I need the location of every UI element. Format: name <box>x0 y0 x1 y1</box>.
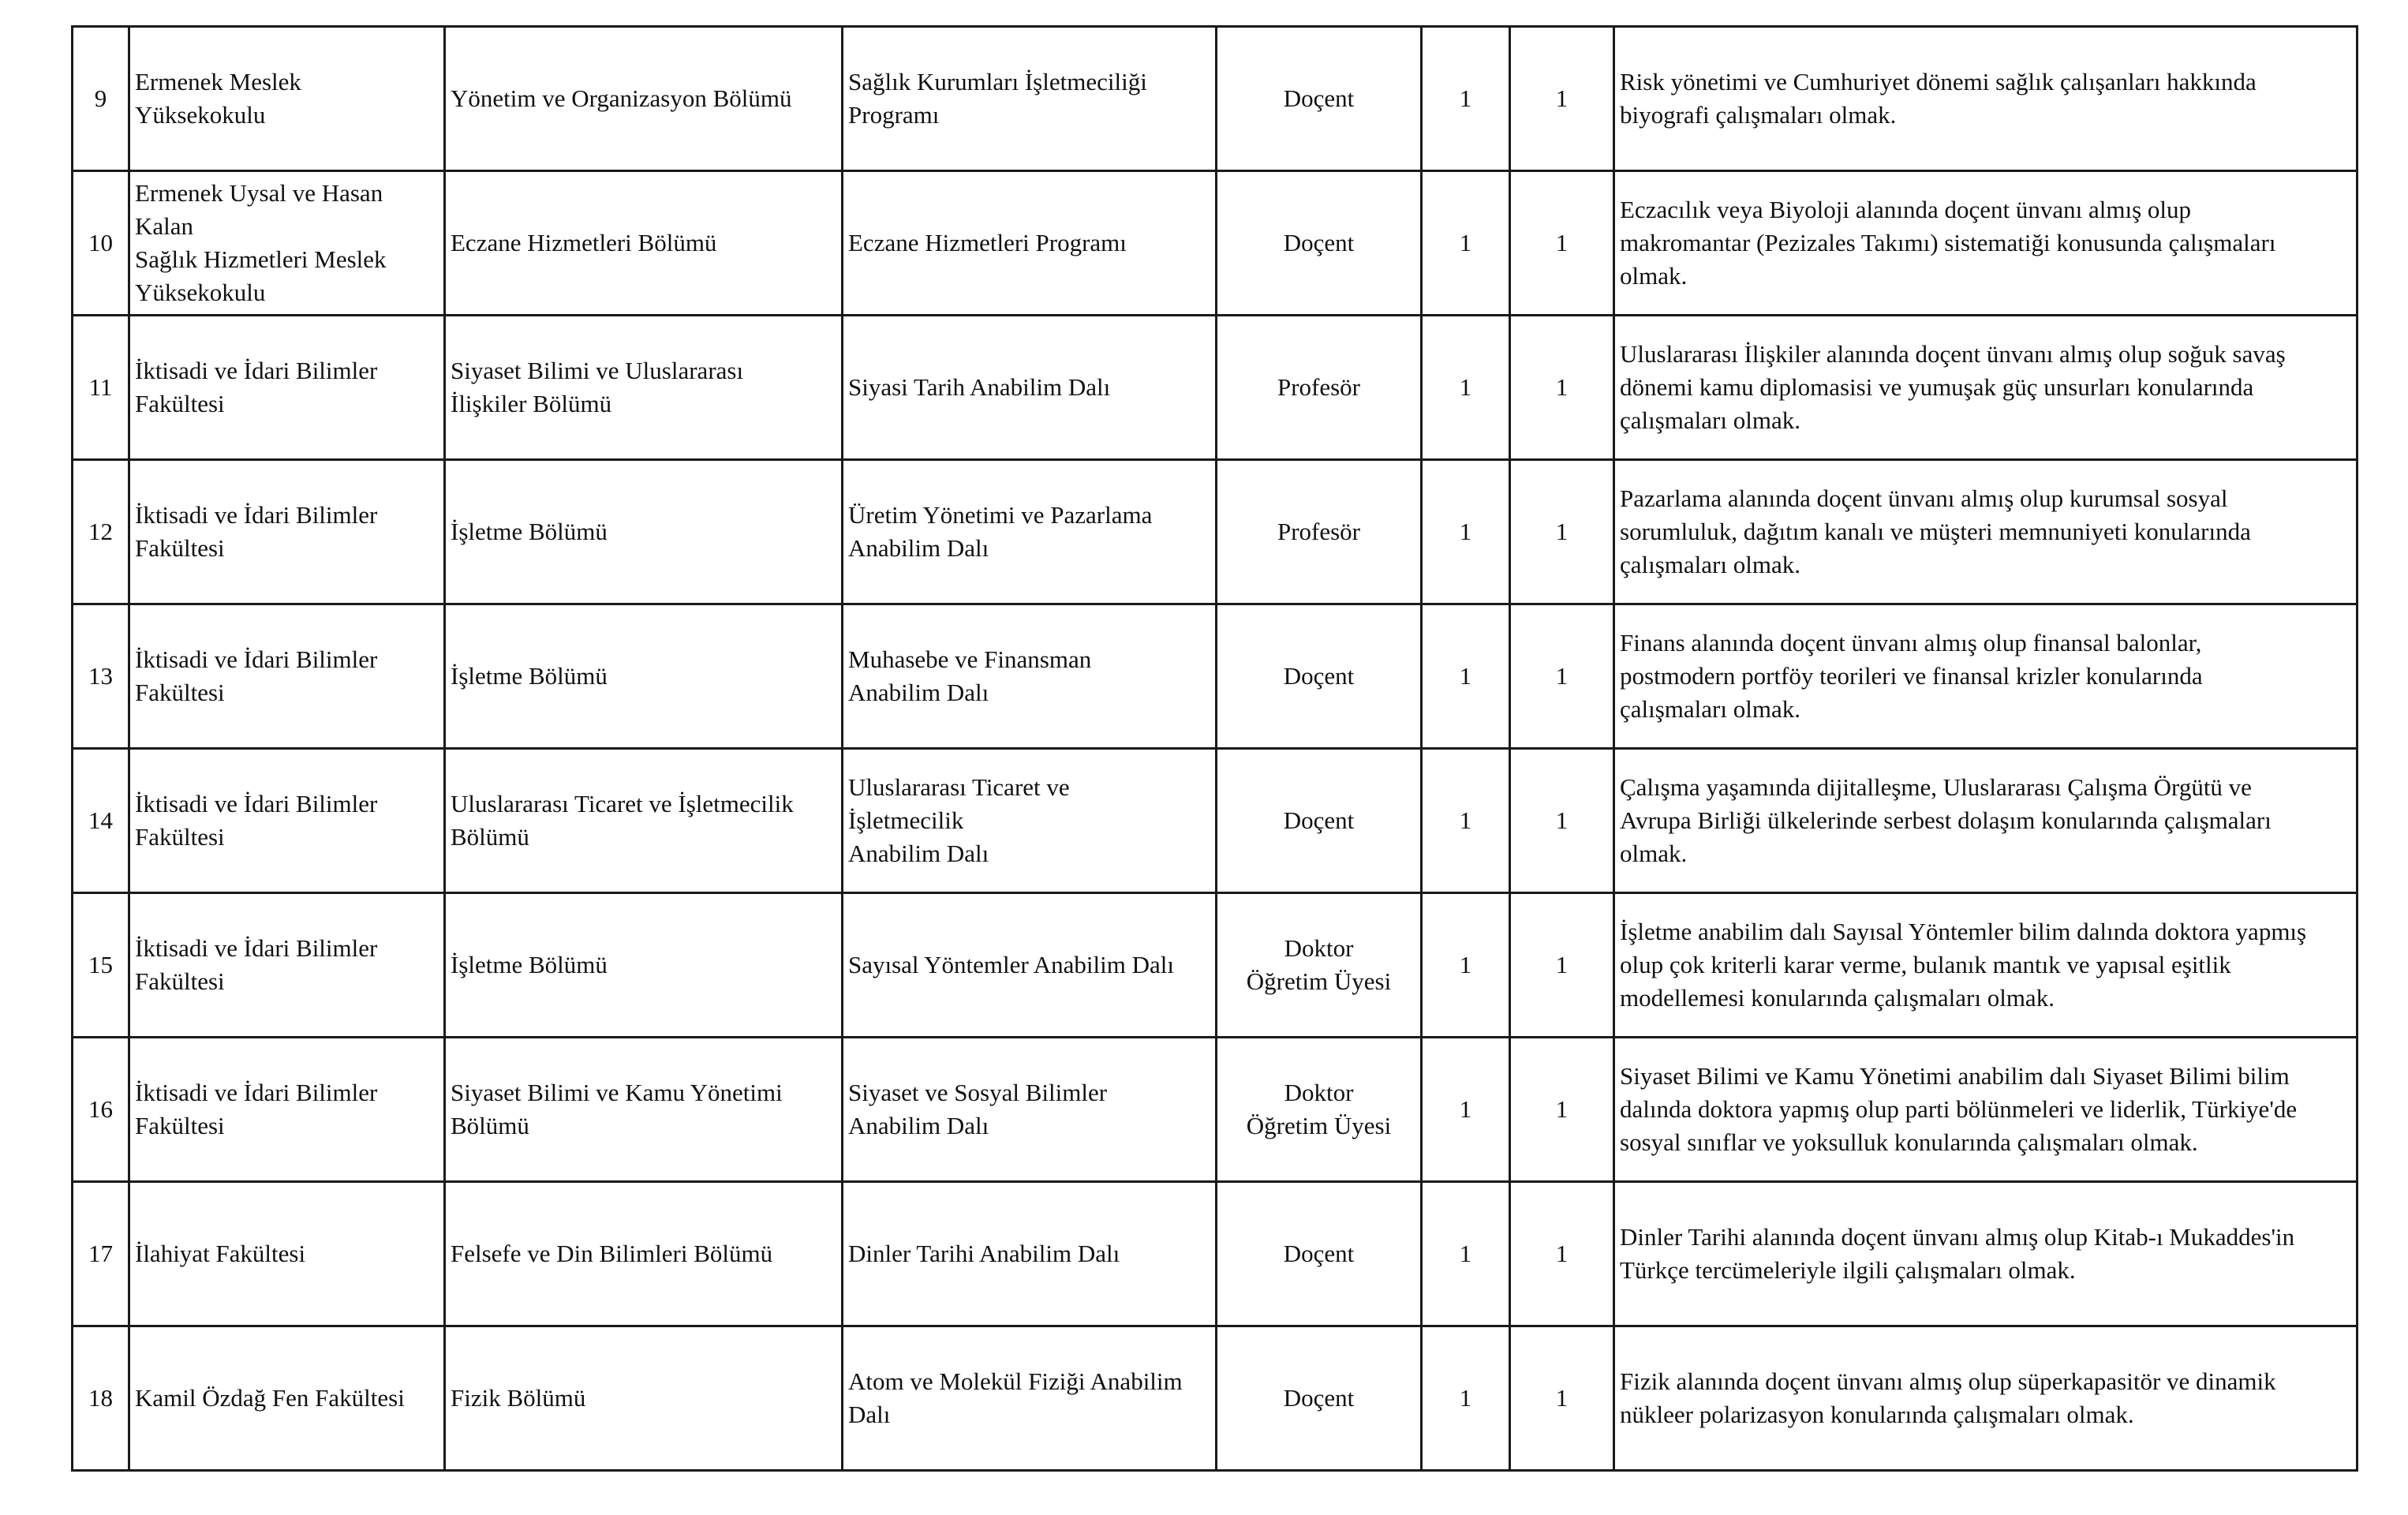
table-row <box>73 893 2358 1038</box>
count-a-cell: 1 <box>1422 1038 1510 1182</box>
unit-cell: İktisadi ve İdari Bilimler Fakültesi <box>129 893 445 1038</box>
row-number-cell: 16 <box>73 1038 129 1182</box>
requirement-cell: Çalışma yaşamında dijitalleşme, Uluslararası Çalışma Örgütü ve Avrupa Birliği ülkelerinde serbest dolaşım konularında çalışmaları olmak. <box>1614 749 2358 893</box>
unit-cell: İktisadi ve İdari Bilimler Fakültesi <box>129 604 445 749</box>
program-cell: Üretim Yönetimi ve Pazarlama Anabilim Dalı <box>843 460 1217 604</box>
table-row <box>73 1326 2358 1471</box>
count-a-cell: 1 <box>1422 1182 1510 1326</box>
positions-table <box>71 25 2358 1472</box>
program-cell: Siyaset ve Sosyal Bilimler Anabilim Dalı <box>843 1038 1217 1182</box>
unit-cell: Kamil Özdağ Fen Fakültesi <box>129 1326 445 1471</box>
program-cell: Sağlık Kurumları İşletmeciliği Programı <box>843 27 1217 171</box>
requirement-cell: Fizik alanında doçent ünvanı almış olup süperkapasitör ve dinamik nükleer polarizasyon konularında çalışmaları olmak. <box>1614 1326 2358 1471</box>
count-b-cell: 1 <box>1510 749 1614 893</box>
count-a-cell: 1 <box>1422 171 1510 316</box>
title-cell: Profesör <box>1217 316 1422 460</box>
table-row <box>73 27 2358 171</box>
row-number-cell: 14 <box>73 749 129 893</box>
row-number-cell: 10 <box>73 171 129 316</box>
program-cell: Dinler Tarihi Anabilim Dalı <box>843 1182 1217 1326</box>
title-cell: Doçent <box>1217 604 1422 749</box>
department-cell: Eczane Hizmetleri Bölümü <box>445 171 843 316</box>
table-body <box>73 27 2358 1471</box>
title-cell: Doktor Öğretim Üyesi <box>1217 1038 1422 1182</box>
row-number-cell: 11 <box>73 316 129 460</box>
department-cell: Siyaset Bilimi ve Kamu Yönetimi Bölümü <box>445 1038 843 1182</box>
program-cell: Eczane Hizmetleri Programı <box>843 171 1217 316</box>
title-cell: Doçent <box>1217 1326 1422 1471</box>
unit-cell: İktisadi ve İdari Bilimler Fakültesi <box>129 1038 445 1182</box>
count-b-cell: 1 <box>1510 27 1614 171</box>
unit-cell: Ermenek Uysal ve Hasan Kalan Sağlık Hizmetleri Meslek Yüksekokulu <box>129 171 445 316</box>
requirement-cell: Risk yönetimi ve Cumhuriyet dönemi sağlık çalışanları hakkında biyografi çalışmaları olmak. <box>1614 27 2358 171</box>
table-row <box>73 460 2358 604</box>
program-cell: Siyasi Tarih Anabilim Dalı <box>843 316 1217 460</box>
count-b-cell: 1 <box>1510 316 1614 460</box>
table-row <box>73 604 2358 749</box>
title-cell: Doçent <box>1217 171 1422 316</box>
department-cell: Uluslararası Ticaret ve İşletmecilik Bölümü <box>445 749 843 893</box>
unit-cell: İktisadi ve İdari Bilimler Fakültesi <box>129 749 445 893</box>
requirement-cell: Uluslararası İlişkiler alanında doçent ünvanı almış olup soğuk savaş dönemi kamu diplomasisi ve yumuşak güç unsurları konularında çalışmaları olmak. <box>1614 316 2358 460</box>
row-number-cell: 12 <box>73 460 129 604</box>
department-cell: İşletme Bölümü <box>445 460 843 604</box>
count-a-cell: 1 <box>1422 749 1510 893</box>
title-cell: Profesör <box>1217 460 1422 604</box>
count-a-cell: 1 <box>1422 460 1510 604</box>
program-cell: Muhasebe ve Finansman Anabilim Dalı <box>843 604 1217 749</box>
title-cell: Doktor Öğretim Üyesi <box>1217 893 1422 1038</box>
count-a-cell: 1 <box>1422 893 1510 1038</box>
requirement-cell: Eczacılık veya Biyoloji alanında doçent ünvanı almış olup makromantar (Pezizales Takımı) sistematiği konusunda çalışmaları olmak. <box>1614 171 2358 316</box>
department-cell: Felsefe ve Din Bilimleri Bölümü <box>445 1182 843 1326</box>
table-row <box>73 316 2358 460</box>
unit-cell: Ermenek Meslek Yüksekokulu <box>129 27 445 171</box>
requirement-cell: Finans alanında doçent ünvanı almış olup finansal balonlar, postmodern portföy teorileri ve finansal krizler konularında çalışmaları olmak. <box>1614 604 2358 749</box>
department-cell: İşletme Bölümü <box>445 604 843 749</box>
title-cell: Doçent <box>1217 27 1422 171</box>
unit-cell: İktisadi ve İdari Bilimler Fakültesi <box>129 460 445 604</box>
row-number-cell: 13 <box>73 604 129 749</box>
program-cell: Uluslararası Ticaret ve İşletmecilik Anabilim Dalı <box>843 749 1217 893</box>
unit-cell: İktisadi ve İdari Bilimler Fakültesi <box>129 316 445 460</box>
count-b-cell: 1 <box>1510 1326 1614 1471</box>
count-b-cell: 1 <box>1510 604 1614 749</box>
count-a-cell: 1 <box>1422 27 1510 171</box>
row-number-cell: 17 <box>73 1182 129 1326</box>
requirement-cell: Pazarlama alanında doçent ünvanı almış olup kurumsal sosyal sorumluluk, dağıtım kanalı ve müşteri memnuniyeti konularında çalışmaları olmak. <box>1614 460 2358 604</box>
department-cell: Fizik Bölümü <box>445 1326 843 1471</box>
count-b-cell: 1 <box>1510 893 1614 1038</box>
table-row <box>73 749 2358 893</box>
program-cell: Atom ve Molekül Fiziği Anabilim Dalı <box>843 1326 1217 1471</box>
count-b-cell: 1 <box>1510 1182 1614 1326</box>
title-cell: Doçent <box>1217 749 1422 893</box>
row-number-cell: 15 <box>73 893 129 1038</box>
row-number-cell: 9 <box>73 27 129 171</box>
unit-cell: İlahiyat Fakültesi <box>129 1182 445 1326</box>
count-b-cell: 1 <box>1510 171 1614 316</box>
count-a-cell: 1 <box>1422 1326 1510 1471</box>
department-cell: İşletme Bölümü <box>445 893 843 1038</box>
requirement-cell: Dinler Tarihi alanında doçent ünvanı almış olup Kitab-ı Mukaddes'in Türkçe tercümeleriyle ilgili çalışmaları olmak. <box>1614 1182 2358 1326</box>
program-cell: Sayısal Yöntemler Anabilim Dalı <box>843 893 1217 1038</box>
count-a-cell: 1 <box>1422 316 1510 460</box>
department-cell: Siyaset Bilimi ve Uluslararası İlişkiler Bölümü <box>445 316 843 460</box>
table-row <box>73 171 2358 316</box>
count-b-cell: 1 <box>1510 460 1614 604</box>
count-b-cell: 1 <box>1510 1038 1614 1182</box>
title-cell: Doçent <box>1217 1182 1422 1326</box>
department-cell: Yönetim ve Organizasyon Bölümü <box>445 27 843 171</box>
table-row <box>73 1182 2358 1326</box>
count-a-cell: 1 <box>1422 604 1510 749</box>
requirement-cell: İşletme anabilim dalı Sayısal Yöntemler bilim dalında doktora yapmış olup çok kriterli karar verme, bulanık mantık ve yapısal eşitlik modellemesi konularında çalışmaları olmak. <box>1614 893 2358 1038</box>
requirement-cell: Siyaset Bilimi ve Kamu Yönetimi anabilim dalı Siyaset Bilimi bilim dalında doktora yapmış olup parti bölünmeleri ve liderlik, Türkiye'de sosyal sınıflar ve yoksulluk konularında çalışmaları olmak. <box>1614 1038 2358 1182</box>
row-number-cell: 18 <box>73 1326 129 1471</box>
table-row <box>73 1038 2358 1182</box>
